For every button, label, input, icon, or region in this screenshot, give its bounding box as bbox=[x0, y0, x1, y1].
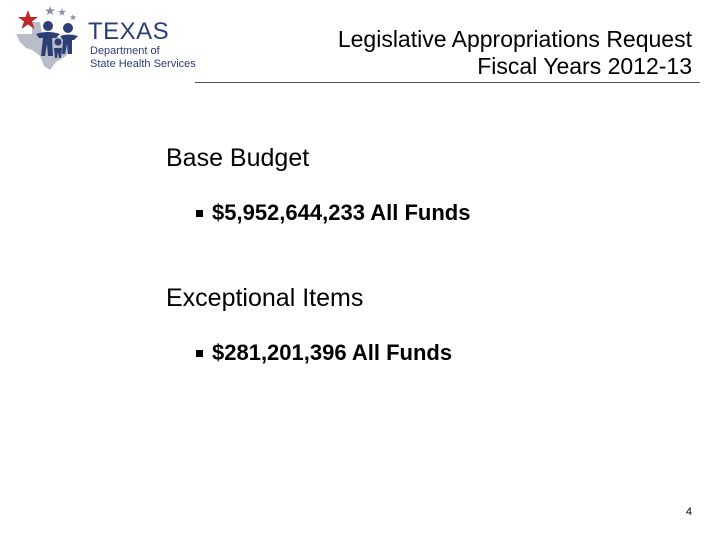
dshs-logo bbox=[10, 4, 200, 74]
logo-agency-line: State Health Services bbox=[90, 58, 196, 70]
exceptional-items-bullet bbox=[196, 340, 452, 366]
texas-logo-icon bbox=[10, 4, 90, 74]
base-budget-bullet bbox=[196, 200, 470, 226]
small-star-icon bbox=[58, 8, 66, 16]
page-number: 4 bbox=[685, 506, 692, 518]
child-head-icon bbox=[55, 39, 62, 46]
logo-department-line: Department of bbox=[90, 45, 160, 57]
slide-title bbox=[338, 26, 692, 80]
small-star-icon bbox=[45, 6, 55, 15]
square-bullet-icon bbox=[196, 350, 203, 357]
slide-title-line-2: Fiscal Years 2012-13 bbox=[477, 53, 692, 79]
base-budget-amount: $5,952,644,233 All Funds bbox=[212, 200, 471, 225]
header-divider bbox=[195, 82, 700, 83]
square-bullet-icon bbox=[196, 210, 203, 217]
base-budget-heading: Base Budget bbox=[166, 144, 310, 172]
person-head-icon bbox=[63, 23, 73, 33]
logo-name: TEXAS bbox=[88, 18, 170, 45]
person-head-icon bbox=[43, 21, 53, 31]
exceptional-items-heading: Exceptional Items bbox=[166, 284, 364, 312]
exceptional-items-amount: $281,201,396 All Funds bbox=[212, 340, 453, 365]
small-star-icon bbox=[70, 14, 77, 20]
slide-title-line-1: Legislative Appropriations Request bbox=[337, 26, 692, 52]
person-body-icon bbox=[60, 35, 78, 55]
